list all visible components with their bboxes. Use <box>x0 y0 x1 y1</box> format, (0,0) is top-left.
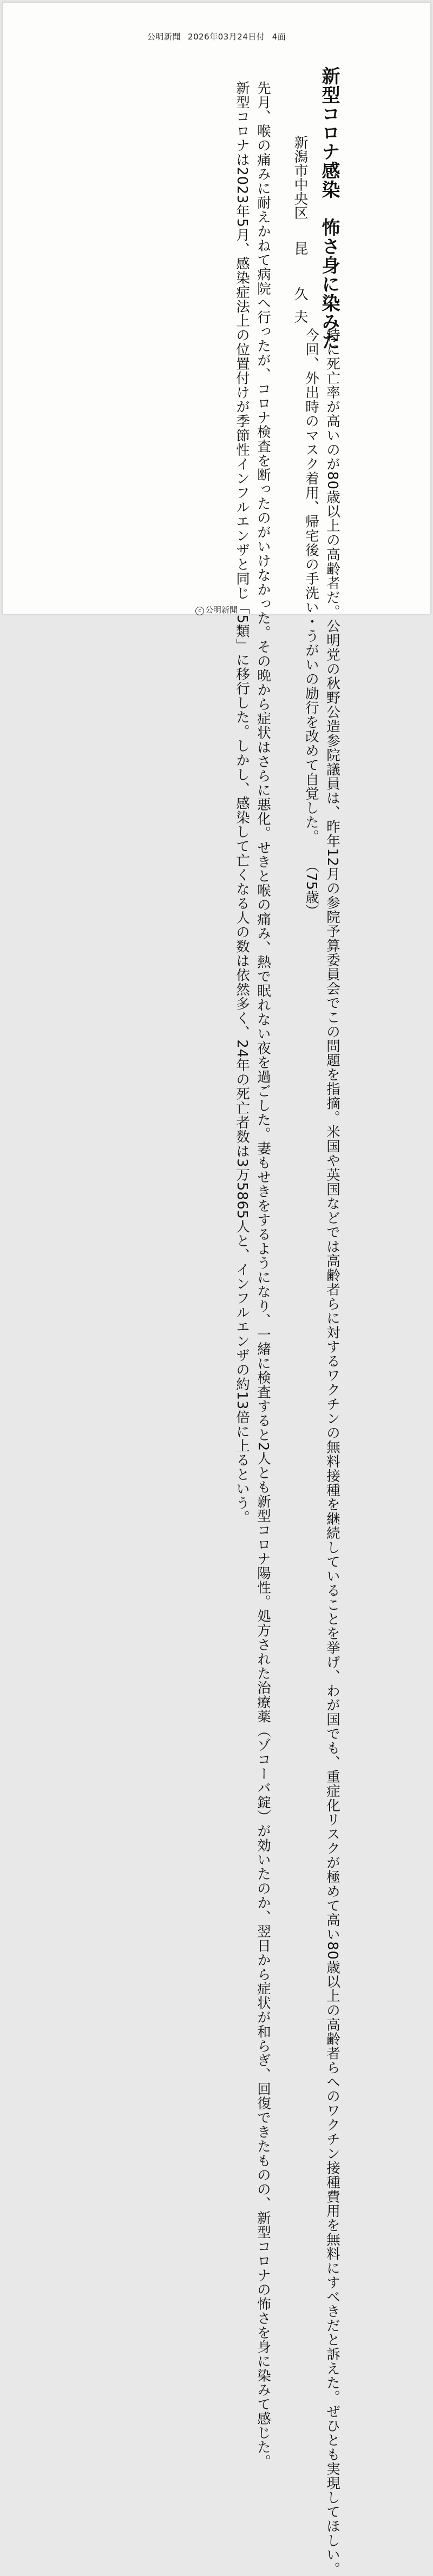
page-footer <box>3 604 430 615</box>
paragraph-2-start <box>231 67 252 300</box>
author-location: 新潟市中央区 <box>292 135 308 220</box>
page-header <box>3 31 430 42</box>
article-body-lower <box>77 314 343 568</box>
publication-date: 2026年03月24日付 <box>188 32 265 42</box>
copyright-icon: c <box>195 607 204 615</box>
paragraph-1: 先月、喉の痛みに耐えかねて病院へ行ったが、コロナ検査を断ったのがいけなかった。その晩から症状はさらに悪化。せきと喉の痛み、熱で眠れない夜を過ごした。妻もせきをするようになり、一緒に検査すると2人とも新型コロナ陽性。処方された治療薬（ゾコーバ錠）が効いたのか、翌日から症状が和らぎ、回復できたものの、新型コロナの怖さを身に染みて感じた。 <box>252 67 273 300</box>
author-name: 昆 久夫 <box>292 241 308 332</box>
paragraph-4-wrap <box>300 314 322 568</box>
newspaper-name: 公明新聞 <box>147 32 181 42</box>
article-byline <box>291 135 309 297</box>
footer-publisher: 公明新聞 <box>205 605 238 615</box>
paragraph-2: 新型コロナは2023年5月、感染症法上の位置付けが季節性インフルエンザと同じ「5類」に移行した。しかし、感染して亡くなる人の数は依然多く、24年の死亡者数は3万5865人と、インフルエンザの約13倍に上るという。 <box>234 81 250 1525</box>
paragraph-4: 今回、外出時のマスク着用、帰宅後の手洗い・うがいの励行を改めて自覚した。 <box>303 328 319 837</box>
newspaper-page <box>2 2 431 614</box>
page-number: 4面 <box>272 32 286 42</box>
article-body-upper <box>89 67 273 300</box>
author-age: （75歳） <box>303 866 319 918</box>
article-title: 新型コロナ感染 怖さ身に染みた <box>318 67 340 294</box>
paragraph-3: 特に死亡率が高いのが80歳以上の高齢者だ。公明党の秋野公造参院議員は、昨年12月の参院予算委員会でこの問題を指摘。米国や英国などでは高齢者らに対するワクチンの無料接種を継続していることを挙げ、わが国でも、重症化リスクが極めて高い80歳以上の高齢者らへのワクチン接種費用を無料にすべきだと訴えた。ぜひとも実現してほしい。 <box>324 328 340 2576</box>
paragraph-3-wrap <box>322 314 343 568</box>
